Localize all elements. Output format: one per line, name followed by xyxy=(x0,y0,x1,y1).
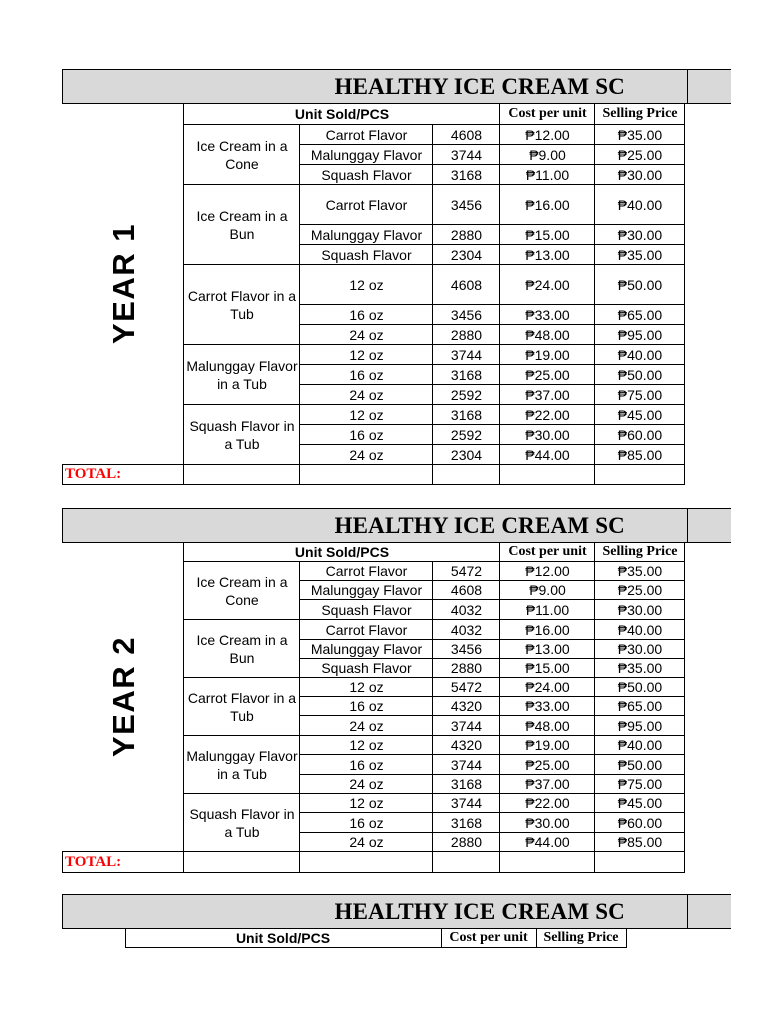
variant-cell: Carrot Flavor xyxy=(300,185,433,225)
units-sold-cell: 2880 xyxy=(433,225,500,245)
cost-cell: ₱48.00 xyxy=(500,325,595,345)
price-cell: ₱95.00 xyxy=(595,716,685,736)
units-sold-cell: 3168 xyxy=(433,775,500,794)
price-cell: ₱40.00 xyxy=(595,736,685,755)
unit-sold-header: Unit Sold/PCS xyxy=(125,929,441,948)
price-cell: ₱40.00 xyxy=(595,185,685,225)
units-sold-cell: 3168 xyxy=(433,813,500,833)
units-sold-cell: 3744 xyxy=(433,145,500,165)
total-value-cell xyxy=(300,465,433,485)
units-sold-cell: 3744 xyxy=(433,794,500,813)
cost-cell: ₱19.00 xyxy=(500,345,595,365)
cost-cell: ₱19.00 xyxy=(500,736,595,755)
price-cell: ₱40.00 xyxy=(595,620,685,640)
product-group-name: Squash Flavor in a Tub xyxy=(184,794,300,852)
year-label-cell xyxy=(63,543,184,852)
cost-cell: ₱37.00 xyxy=(500,385,595,405)
variant-cell: 12 oz xyxy=(300,345,433,365)
units-sold-cell: 3456 xyxy=(433,305,500,325)
units-sold-cell: 4320 xyxy=(433,736,500,755)
cost-cell: ₱25.00 xyxy=(500,755,595,775)
units-sold-cell: 4320 xyxy=(433,697,500,716)
total-label: TOTAL: xyxy=(63,852,184,873)
unit-sold-header: Unit Sold/PCS xyxy=(184,543,500,562)
variant-cell: Carrot Flavor xyxy=(300,620,433,640)
cost-cell: ₱25.00 xyxy=(500,365,595,385)
price-cell: ₱60.00 xyxy=(595,425,685,445)
price-cell: ₱65.00 xyxy=(595,305,685,325)
price-cell: ₱75.00 xyxy=(595,775,685,794)
price-cell: ₱35.00 xyxy=(595,245,685,265)
price-cell: ₱75.00 xyxy=(595,385,685,405)
title-bar-year-1 xyxy=(62,69,731,104)
cost-cell: ₱15.00 xyxy=(500,659,595,678)
variant-cell: Squash Flavor xyxy=(300,245,433,265)
units-sold-cell: 2304 xyxy=(433,445,500,465)
product-group-name: Carrot Flavor in a Tub xyxy=(184,678,300,736)
cost-per-unit-header: Cost per unit xyxy=(500,543,595,562)
units-sold-cell: 3168 xyxy=(433,405,500,425)
variant-cell: 12 oz xyxy=(300,405,433,425)
units-sold-cell: 4032 xyxy=(433,620,500,640)
product-group-name: Ice Cream in a Bun xyxy=(184,620,300,678)
cost-cell: ₱12.00 xyxy=(500,562,595,581)
cost-cell: ₱22.00 xyxy=(500,794,595,813)
total-label: TOTAL: xyxy=(63,465,184,485)
variant-cell: 16 oz xyxy=(300,697,433,716)
variant-cell: 16 oz xyxy=(300,425,433,445)
price-cell: ₱30.00 xyxy=(595,225,685,245)
total-value-cell xyxy=(500,465,595,485)
variant-cell: 12 oz xyxy=(300,678,433,697)
cost-cell: ₱9.00 xyxy=(500,145,595,165)
sales-table-year-1 xyxy=(62,103,685,485)
cost-cell: ₱33.00 xyxy=(500,305,595,325)
cost-cell: ₱24.00 xyxy=(500,678,595,697)
price-cell: ₱40.00 xyxy=(595,345,685,365)
total-value-cell xyxy=(500,852,595,873)
variant-cell: 16 oz xyxy=(300,813,433,833)
units-sold-cell: 5472 xyxy=(433,562,500,581)
cost-cell: ₱33.00 xyxy=(500,697,595,716)
product-group-name: Carrot Flavor in a Tub xyxy=(184,265,300,345)
cost-cell: ₱30.00 xyxy=(500,813,595,833)
variant-cell: 12 oz xyxy=(300,265,433,305)
price-cell: ₱30.00 xyxy=(595,165,685,185)
cost-cell: ₱11.00 xyxy=(500,165,595,185)
year-label-cell xyxy=(63,104,184,465)
units-sold-cell: 3744 xyxy=(433,755,500,775)
units-sold-cell: 2880 xyxy=(433,659,500,678)
units-sold-cell: 2304 xyxy=(433,245,500,265)
price-cell: ₱30.00 xyxy=(595,640,685,659)
cost-cell: ₱37.00 xyxy=(500,775,595,794)
variant-cell: 24 oz xyxy=(300,325,433,345)
variant-cell: 12 oz xyxy=(300,794,433,813)
price-cell: ₱35.00 xyxy=(595,659,685,678)
total-row xyxy=(63,852,685,873)
units-sold-cell: 2880 xyxy=(433,833,500,852)
product-group-name: Ice Cream in a Cone xyxy=(184,562,300,620)
year-label: YEAR 1 xyxy=(105,223,141,345)
sheet-title: HEALTHY ICE CREAM SC xyxy=(334,73,625,99)
units-sold-cell: 3168 xyxy=(433,165,500,185)
sheet-title: HEALTHY ICE CREAM SC xyxy=(334,898,625,924)
title-bar-year-2 xyxy=(62,508,731,543)
variant-cell: 24 oz xyxy=(300,445,433,465)
price-cell: ₱45.00 xyxy=(595,405,685,425)
sheet-title: HEALTHY ICE CREAM SC xyxy=(334,512,625,538)
cost-per-unit-header: Cost per unit xyxy=(500,104,595,125)
price-cell: ₱35.00 xyxy=(595,562,685,581)
cost-cell: ₱9.00 xyxy=(500,581,595,600)
variant-cell: 24 oz xyxy=(300,833,433,852)
cost-cell: ₱16.00 xyxy=(500,185,595,225)
cost-cell: ₱44.00 xyxy=(500,833,595,852)
price-cell: ₱95.00 xyxy=(595,325,685,345)
product-group-name: Ice Cream in a Cone xyxy=(184,125,300,185)
cost-cell: ₱48.00 xyxy=(500,716,595,736)
total-value-cell xyxy=(300,852,433,873)
sales-table-year-2 xyxy=(62,542,685,873)
cost-cell: ₱24.00 xyxy=(500,265,595,305)
variant-cell: Squash Flavor xyxy=(300,165,433,185)
cost-cell: ₱13.00 xyxy=(500,640,595,659)
units-sold-cell: 5472 xyxy=(433,678,500,697)
sales-table-year-3 xyxy=(62,928,627,948)
variant-cell: Malunggay Flavor xyxy=(300,640,433,659)
price-cell: ₱85.00 xyxy=(595,833,685,852)
variant-cell: Malunggay Flavor xyxy=(300,581,433,600)
total-value-cell xyxy=(433,465,500,485)
variant-cell: 24 oz xyxy=(300,775,433,794)
units-sold-cell: 2592 xyxy=(433,425,500,445)
selling-price-header: Selling Price xyxy=(595,543,685,562)
total-value-cell xyxy=(433,852,500,873)
price-cell: ₱50.00 xyxy=(595,755,685,775)
price-cell: ₱25.00 xyxy=(595,145,685,165)
total-row xyxy=(63,465,685,485)
price-cell: ₱30.00 xyxy=(595,600,685,620)
units-sold-cell: 4608 xyxy=(433,125,500,145)
price-cell: ₱85.00 xyxy=(595,445,685,465)
product-group-name: Malunggay Flavor in a Tub xyxy=(184,345,300,405)
variant-cell: Squash Flavor xyxy=(300,659,433,678)
price-cell: ₱50.00 xyxy=(595,265,685,305)
units-sold-cell: 3168 xyxy=(433,365,500,385)
total-value-cell xyxy=(595,852,685,873)
units-sold-cell: 4032 xyxy=(433,600,500,620)
variant-cell: Carrot Flavor xyxy=(300,562,433,581)
title-bar-year-3 xyxy=(62,894,731,929)
variant-cell: Malunggay Flavor xyxy=(300,225,433,245)
product-group-name: Ice Cream in a Bun xyxy=(184,185,300,265)
cost-cell: ₱44.00 xyxy=(500,445,595,465)
variant-cell: 12 oz xyxy=(300,736,433,755)
price-cell: ₱50.00 xyxy=(595,678,685,697)
cost-cell: ₱22.00 xyxy=(500,405,595,425)
cost-cell: ₱30.00 xyxy=(500,425,595,445)
product-group-name: Malunggay Flavor in a Tub xyxy=(184,736,300,794)
units-sold-cell: 3744 xyxy=(433,345,500,365)
selling-price-header: Selling Price xyxy=(536,929,626,948)
units-sold-cell: 3456 xyxy=(433,185,500,225)
price-cell: ₱60.00 xyxy=(595,813,685,833)
variant-cell: 16 oz xyxy=(300,755,433,775)
cost-cell: ₱16.00 xyxy=(500,620,595,640)
selling-price-header: Selling Price xyxy=(595,104,685,125)
cost-cell: ₱15.00 xyxy=(500,225,595,245)
units-sold-cell: 3744 xyxy=(433,716,500,736)
unit-sold-header: Unit Sold/PCS xyxy=(184,104,500,125)
variant-cell: Squash Flavor xyxy=(300,600,433,620)
units-sold-cell: 2880 xyxy=(433,325,500,345)
price-cell: ₱45.00 xyxy=(595,794,685,813)
variant-cell: 24 oz xyxy=(300,716,433,736)
total-value-cell xyxy=(595,465,685,485)
cost-per-unit-header: Cost per unit xyxy=(441,929,536,948)
product-group-name: Squash Flavor in a Tub xyxy=(184,405,300,465)
price-cell: ₱65.00 xyxy=(595,697,685,716)
units-sold-cell: 3456 xyxy=(433,640,500,659)
variant-cell: 16 oz xyxy=(300,365,433,385)
price-cell: ₱35.00 xyxy=(595,125,685,145)
cost-cell: ₱13.00 xyxy=(500,245,595,265)
price-cell: ₱25.00 xyxy=(595,581,685,600)
units-sold-cell: 4608 xyxy=(433,581,500,600)
total-value-cell xyxy=(184,465,300,485)
cost-cell: ₱12.00 xyxy=(500,125,595,145)
units-sold-cell: 2592 xyxy=(433,385,500,405)
variant-cell: Carrot Flavor xyxy=(300,125,433,145)
variant-cell: 24 oz xyxy=(300,385,433,405)
year-label: YEAR 2 xyxy=(105,636,141,758)
cost-cell: ₱11.00 xyxy=(500,600,595,620)
variant-cell: 16 oz xyxy=(300,305,433,325)
variant-cell: Malunggay Flavor xyxy=(300,145,433,165)
total-value-cell xyxy=(184,852,300,873)
price-cell: ₱50.00 xyxy=(595,365,685,385)
units-sold-cell: 4608 xyxy=(433,265,500,305)
